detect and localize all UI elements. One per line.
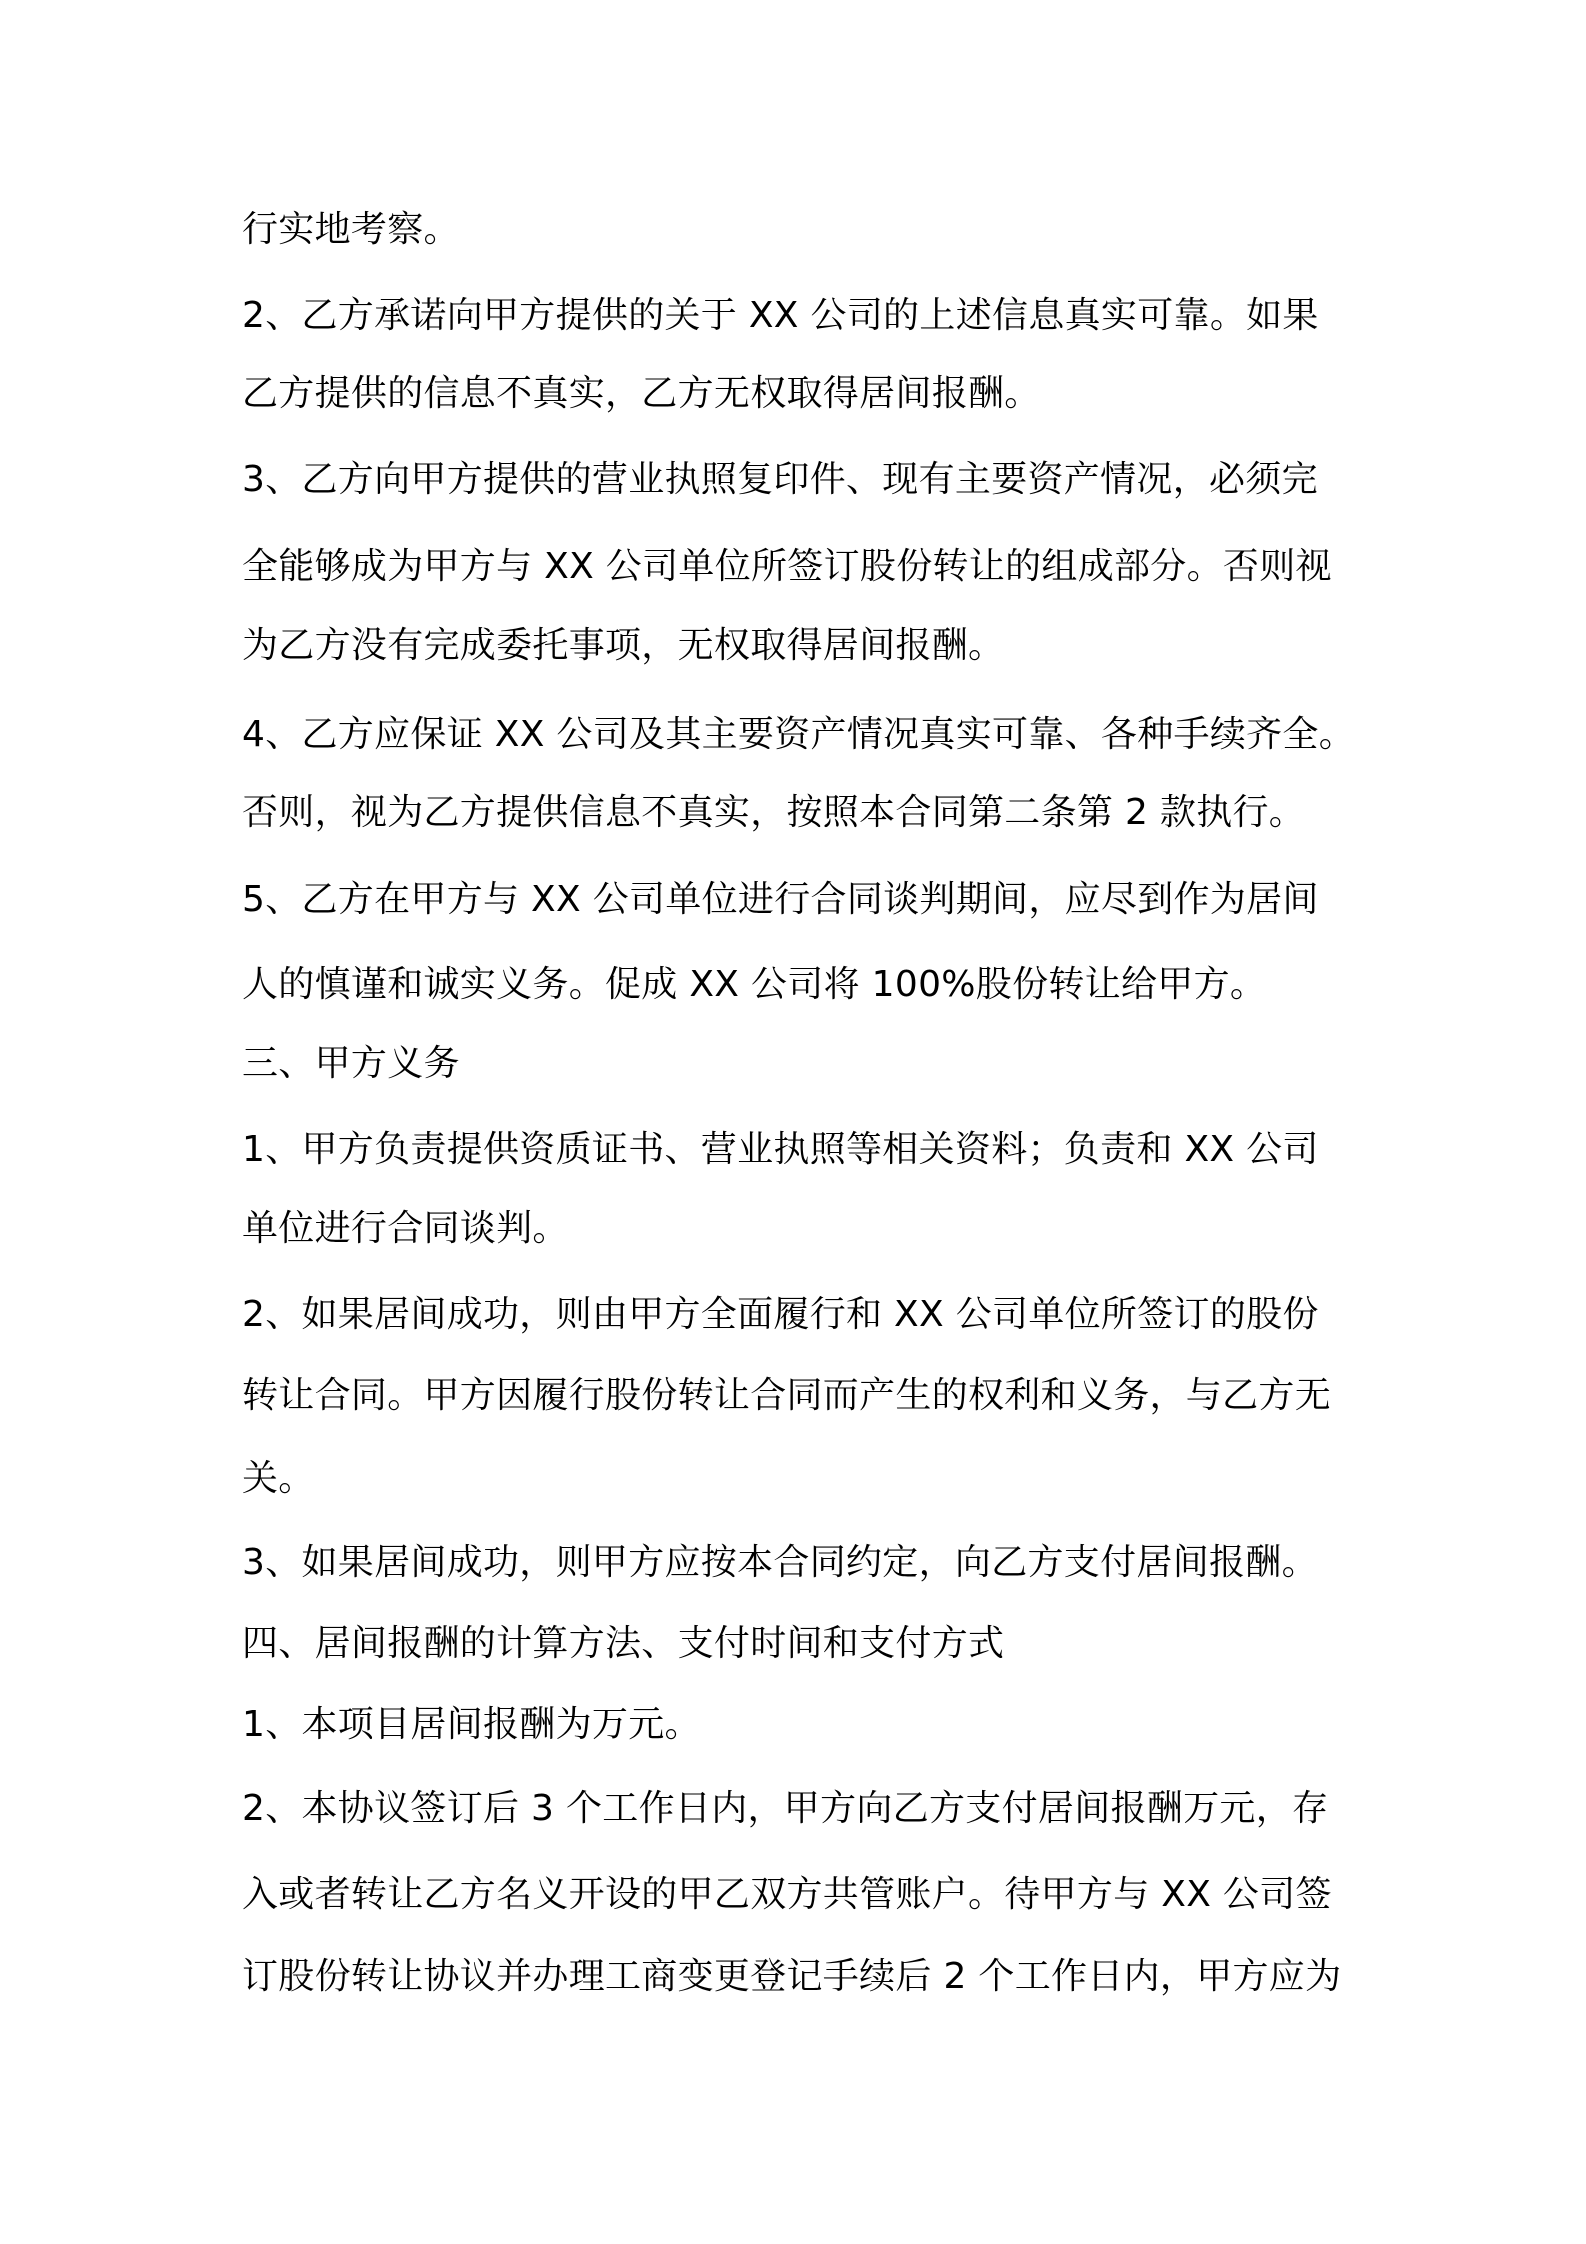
text-line-12: 1、甲方负责提供资质证书、营业执照等相关资料；负责和 XX 公司 [242,1129,1319,1170]
text-line-9: 5、乙方在甲方与 XX 公司单位进行合同谈判期间，应尽到作为居间 [242,879,1319,920]
text-line-5: 全能够成为甲方与 XX 公司单位所签订股份转让的组成部分。否则视 [242,546,1332,587]
section-heading-party-a-obligations: 三、甲方义务 [242,1043,460,1084]
text-line-20: 2、本协议签订后 3 个工作日内，甲方向乙方支付居间报酬万元，存 [242,1788,1329,1829]
text-line-6: 为乙方没有完成委托事项，无权取得居间报酬。 [242,625,1005,666]
section-heading-remuneration: 四、居间报酬的计算方法、支付时间和支付方式 [242,1623,1005,1664]
text-line-21: 入或者转让乙方名义开设的甲乙双方共管账户。待甲方与 XX 公司签 [242,1874,1332,1915]
text-line-15: 转让合同。甲方因履行股份转让合同而产生的权利和义务，与乙方无 [242,1375,1332,1416]
text-line-14: 2、如果居间成功，则由甲方全面履行和 XX 公司单位所签订的股份 [242,1294,1319,1335]
text-line-2: 2、乙方承诺向甲方提供的关于 XX 公司的上述信息真实可靠。如果 [242,295,1319,336]
text-line-17: 3、如果居间成功，则甲方应按本合同约定，向乙方支付居间报酬。 [242,1542,1318,1583]
text-line-10: 人的慎谨和诚实义务。促成 XX 公司将 100%股份转让给甲方。 [242,964,1267,1005]
text-line-19: 1、本项目居间报酬为万元。 [242,1704,701,1745]
text-line-13: 单位进行合同谈判。 [242,1208,569,1249]
text-line-8: 否则，视为乙方提供信息不真实，按照本合同第二条第 2 款执行。 [242,792,1306,833]
text-line-3: 乙方提供的信息不真实，乙方无权取得居间报酬。 [242,373,1041,414]
text-line-16: 关。 [242,1458,315,1499]
text-line-4: 3、乙方向甲方提供的营业执照复印件、现有主要资产情况，必须完 [242,459,1318,500]
text-line-1: 行实地考察。 [242,209,460,250]
text-line-7: 4、乙方应保证 XX 公司及其主要资产情况真实可靠、各种手续齐全。 [242,714,1356,755]
text-line-22: 订股份转让协议并办理工商变更登记手续后 2 个工作日内，甲方应为 [242,1956,1342,1997]
